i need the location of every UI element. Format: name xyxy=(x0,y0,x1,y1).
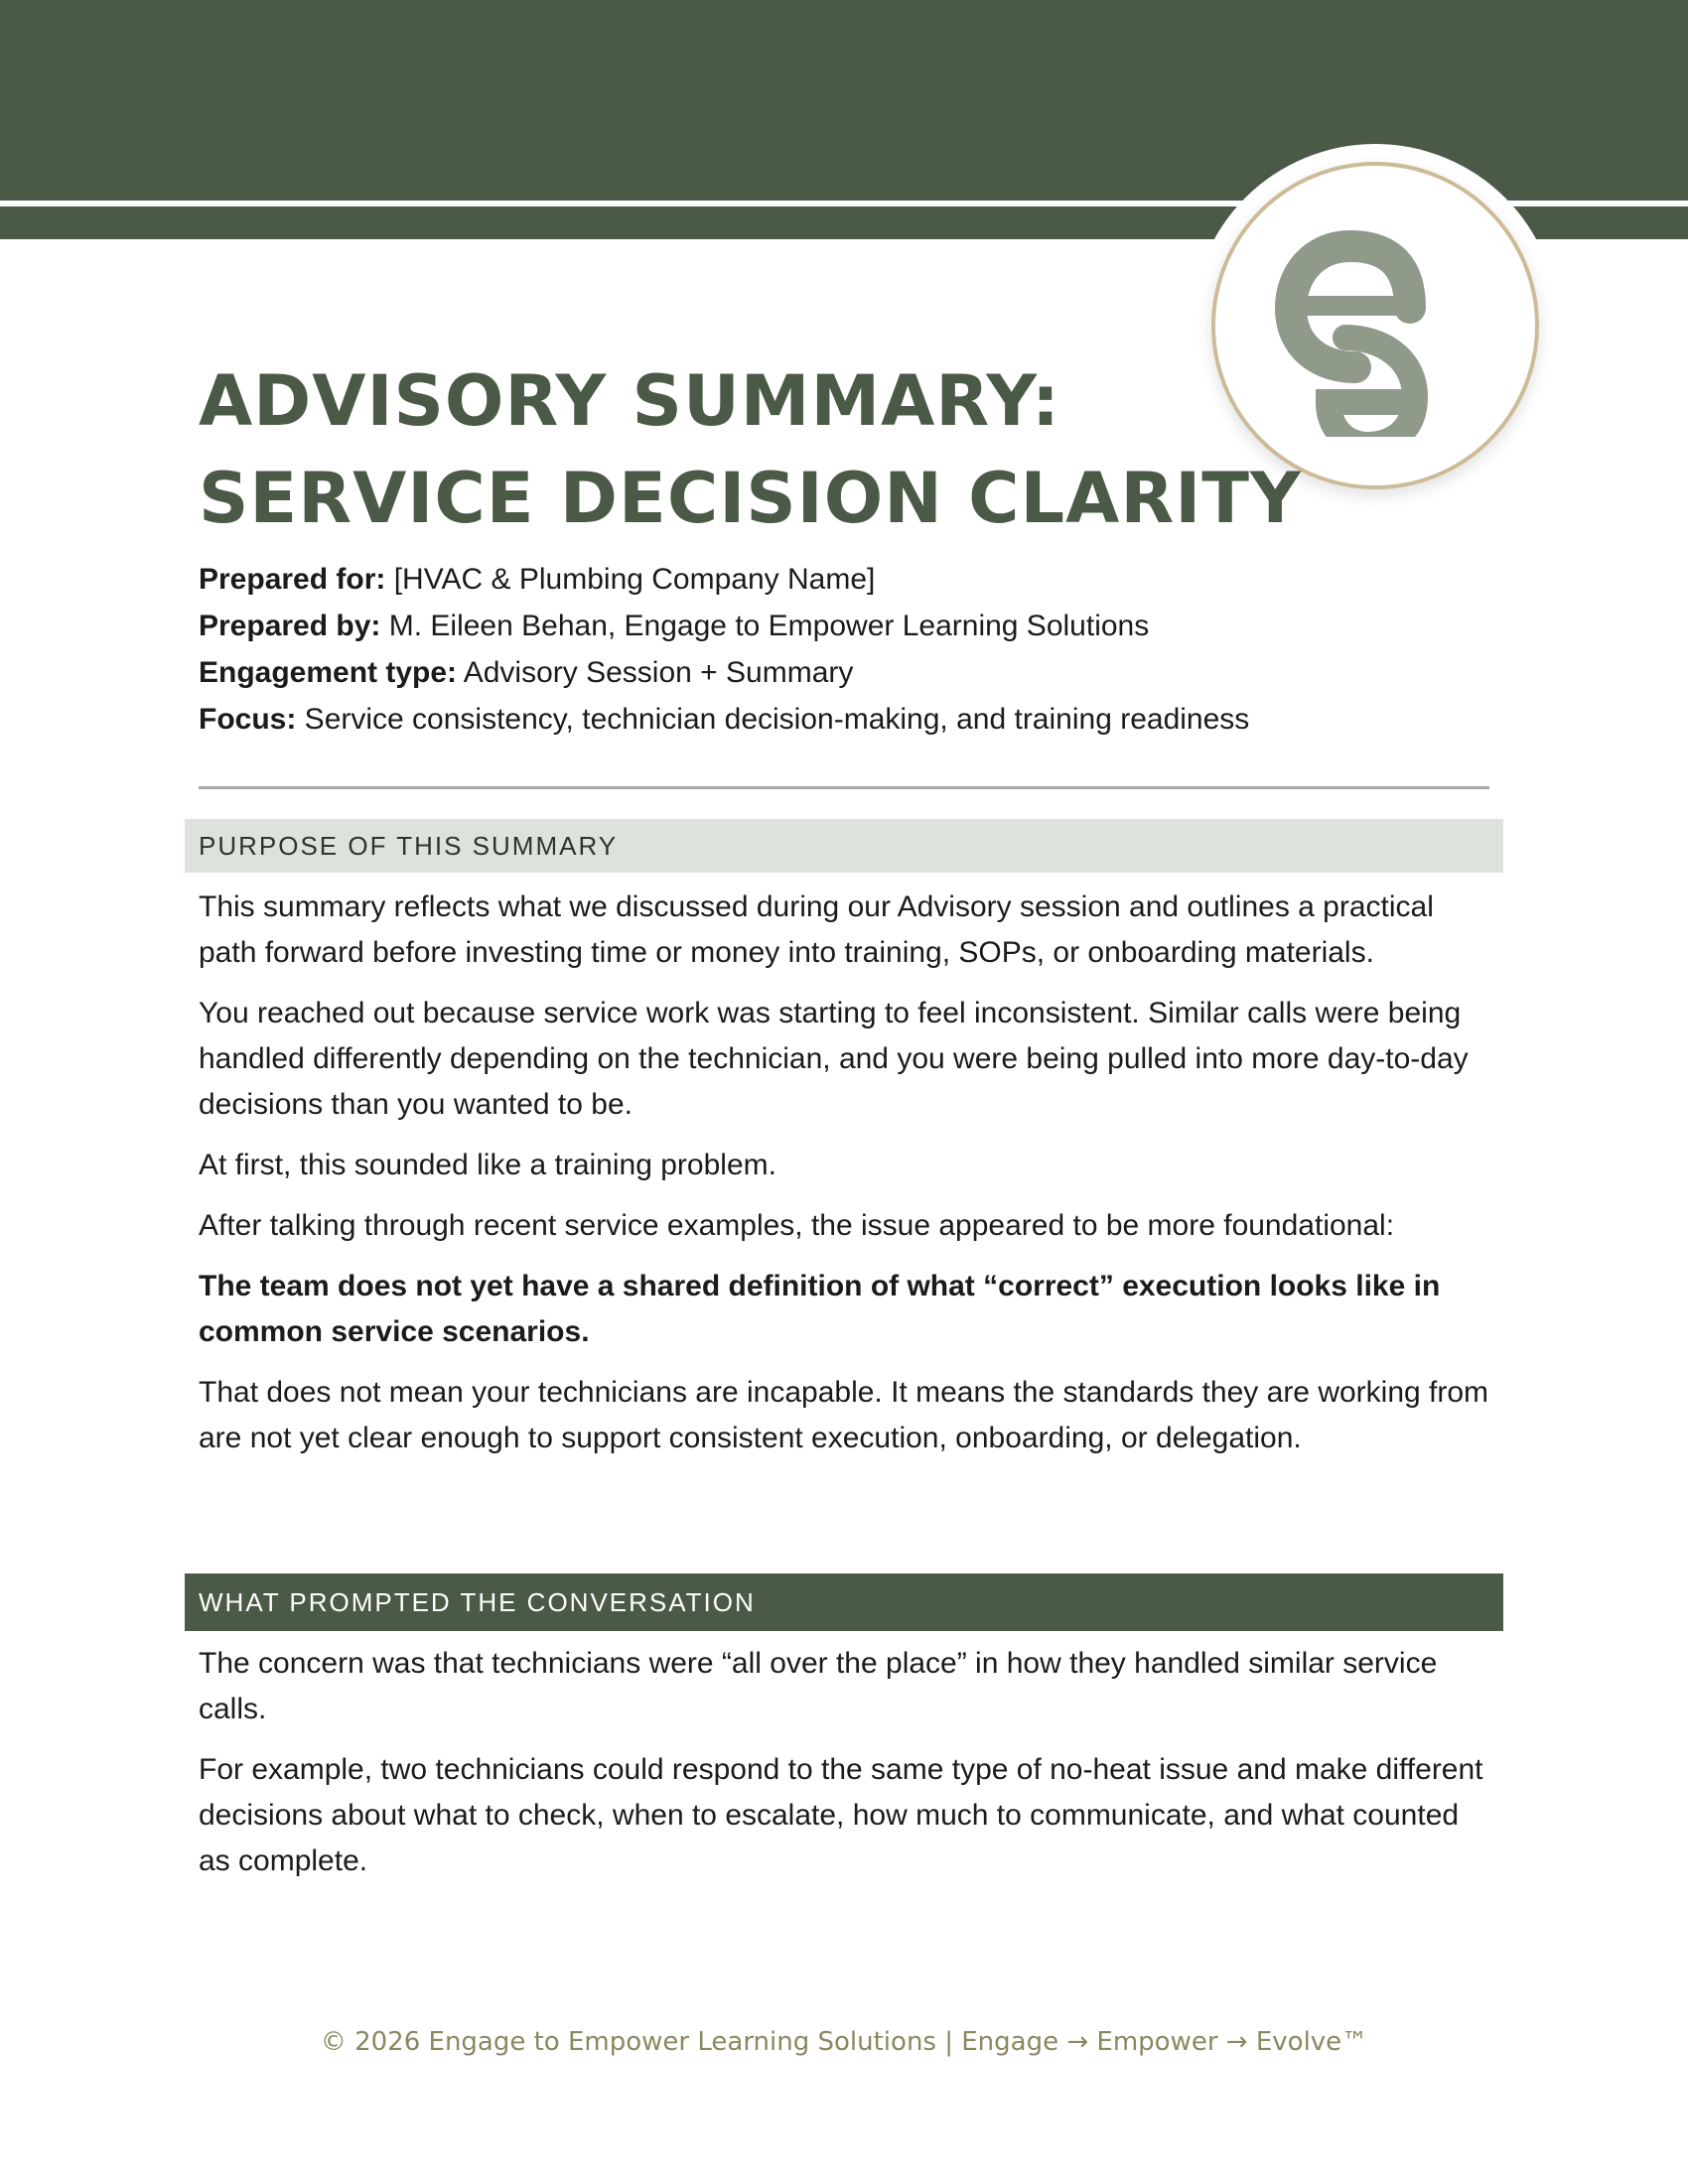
engagement-type-label: Engagement type: xyxy=(199,656,458,689)
prepared-for-value: [HVAC & Plumbing Company Name] xyxy=(385,563,876,596)
focus-value: Service consistency, technician decision-making, and training readiness xyxy=(296,703,1250,736)
prepared-by-row xyxy=(199,603,1249,649)
title-line-1: ADVISORY SUMMARY: xyxy=(199,360,1060,442)
prompted-paragraph-1: The concern was that technicians were “all over the place” in how they handled similar service calls. xyxy=(199,1647,1438,1725)
purpose-section-body xyxy=(199,885,1489,1476)
section-heading-purpose: PURPOSE OF THIS SUMMARY xyxy=(185,819,1503,873)
focus-row xyxy=(199,696,1249,743)
focus-label: Focus: xyxy=(199,703,297,736)
page-footer: © 2026 Engage to Empower Learning Solutions | Engage → Empower → Evolve™ xyxy=(320,2027,1368,2057)
prepared-by-value: M. Eileen Behan, Engage to Empower Learning Solutions xyxy=(380,610,1150,642)
section-heading-prompted: WHAT PROMPTED THE CONVERSATION xyxy=(185,1573,1503,1631)
prompted-paragraph-2: For example, two technicians could respond to the same type of no-heat issue and make different decisions about what to check, when to escalate, how much to communicate, and what counted as complete. xyxy=(199,1753,1483,1877)
purpose-paragraph-1: This summary reflects what we discussed during our Advisory session and outlines a practical path forward before investing time or money into training, SOPs, or onboarding materials. xyxy=(199,890,1434,969)
purpose-paragraph-3: At first, this sounded like a training problem. xyxy=(199,1149,776,1181)
prepared-by-label: Prepared by: xyxy=(199,610,381,642)
prepared-for-label: Prepared for: xyxy=(199,563,386,596)
engagement-type-value: Advisory Session + Summary xyxy=(457,656,854,689)
purpose-paragraph-4: After talking through recent service examples, the issue appeared to be more foundational: xyxy=(199,1209,1395,1242)
divider-rule xyxy=(199,786,1489,789)
purpose-key-finding: The team does not yet have a shared definition of what “correct” execution looks like in common service scenarios. xyxy=(199,1270,1441,1348)
purpose-paragraph-2: You reached out because service work was starting to feel inconsistent. Similar calls were being handled differently depending on the technician, and you were being pulled into more day-to-day decisions than you wanted to be. xyxy=(199,997,1469,1121)
title-line-2: SERVICE DECISION CLARITY xyxy=(199,458,1302,539)
engagement-type-row xyxy=(199,649,1249,696)
document-meta xyxy=(199,556,1249,743)
purpose-paragraph-6: That does not mean your technicians are incapable. It means the standards they are working from are not yet clear enough to support consistent execution, onboarding, or delegation. xyxy=(199,1376,1489,1454)
document-title xyxy=(199,352,1302,547)
prepared-for-row xyxy=(199,556,1249,603)
prompted-section-body xyxy=(199,1641,1489,1899)
